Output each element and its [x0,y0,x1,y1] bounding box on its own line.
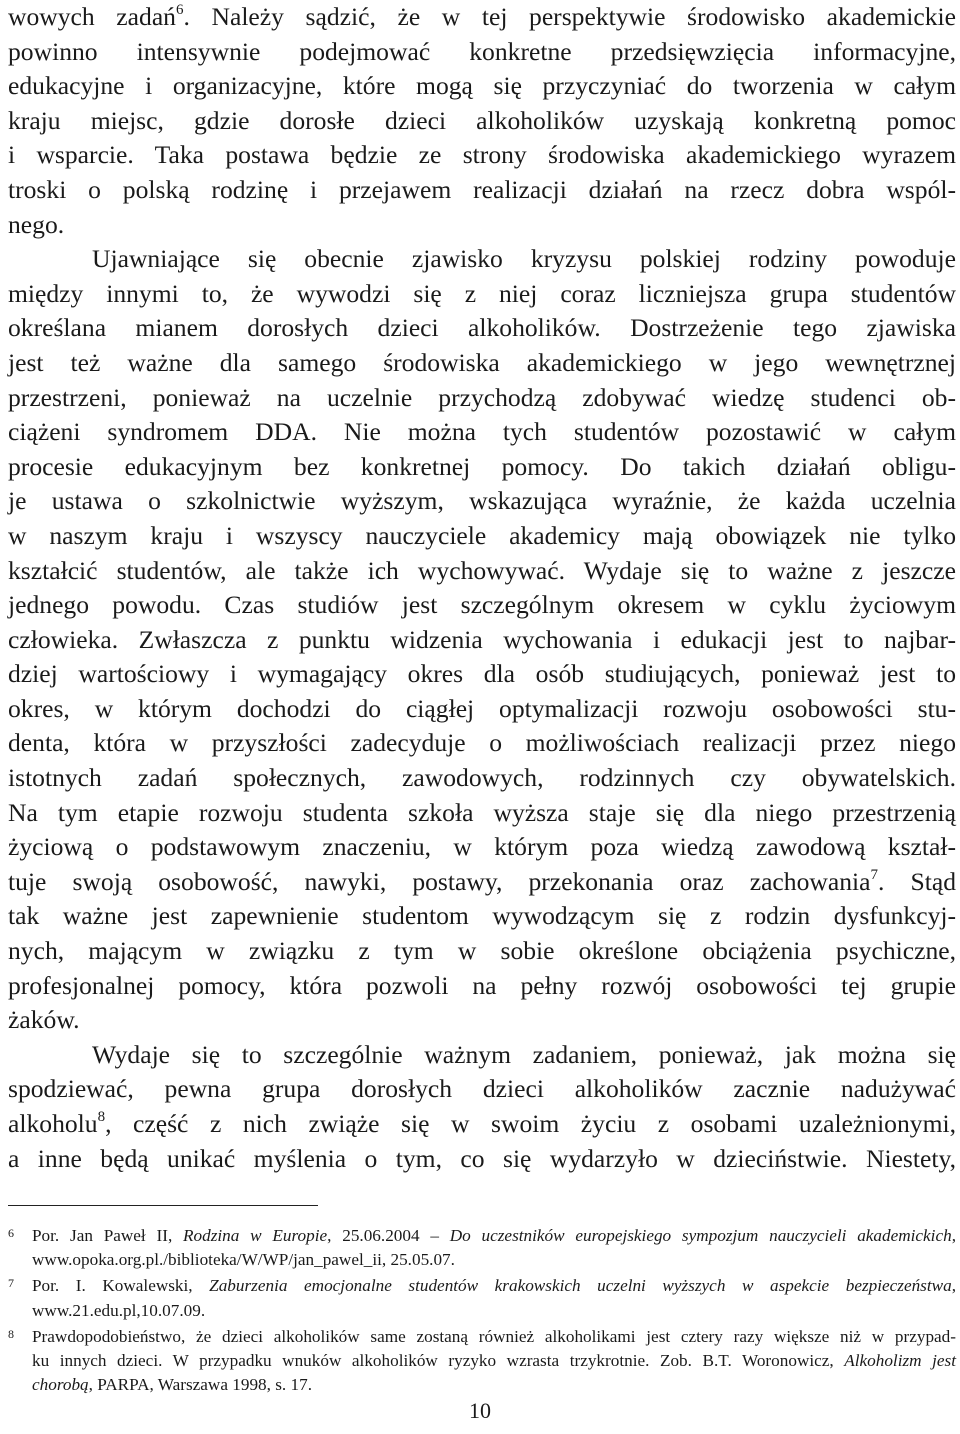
text-line: człowieka. Zwłaszcza z punktu widzenia wychowania i edukacji jest to najbar- [8,624,956,654]
page-number: 10 [469,1398,491,1423]
text-line: jednego powodu. Czas studiów jest szczególnym okresem w cyklu życiowym [8,590,956,620]
text-span: . Stąd [878,866,956,896]
body-text [8,0,956,1176]
italic-title: Zaburzenia emocjonalne studentów krakowskich uczelni wyższych w aspekcie bezpieczeństwa [209,1276,952,1296]
footnote-ref-8[interactable]: 8 [97,1109,106,1125]
footnote-number: 8 [8,1326,14,1341]
text-line: profesjonalnej pomocy, która pozwoli na pełny rozwój osobowości tej grupie [8,970,956,1000]
footnote-divider [8,1205,318,1206]
footnote-ref-6[interactable]: 6 [175,2,184,18]
text-line: Na tym etapie rozwoju studenta szkoła wyższa staje się dla niego przestrzenią [8,797,956,827]
text-line: denta, która w przyszłości zadecyduje o możliwościach realizacji przez niego [8,728,956,758]
text-line: życiową o podstawowym znaczeniu, w którym poza wiedzą zawodową kształ- [8,832,956,862]
text-line: kraju miejsc, gdzie dorosłe dzieci alkoholików uzyskają konkretną pomoc [8,105,956,135]
text-line: je ustawa o szkolnictwie wyższym, wskazująca wyraźnie, że każda uczelnia [8,486,956,516]
text-span: alkoholu [8,1109,98,1138]
text-line [8,865,956,900]
text-line: w naszym kraju i wszyscy nauczyciele akademicy mają obowiązek nie tylko [8,520,956,550]
text-line: określana mianem dorosłych dzieci alkoholików. Dostrzeżenie tego zjawiska [8,313,956,343]
text-span: , PARPA, Warszawa 1998, s. 17. [88,1375,312,1395]
text-span: Por. Jan Paweł II, [32,1226,184,1245]
footnote-7 [8,1274,956,1322]
text-span: wowych zadań [8,2,176,31]
text-line: i wsparcie. Taka postawa będzie ze strony środowiska akademickiego wyrazem [8,140,956,170]
text-line: nych, mającym w związku z tym w sobie określone obciążenia psychiczne, [8,936,956,966]
text-line: troski o polską rodzinę i przejawem realizacji działań na rzecz dobra wspól- [8,174,956,204]
text-line: istotnych zadań społecznych, zawodowych, rodzinnych czy obywatelskich. [8,763,956,793]
text-line: tak ważne jest zapewnienie studentom wywodzącym się z rodzin dysfunkcyj- [8,901,956,931]
text-line: dziej wartościowy i wymagający okres dla osób studiujących, ponieważ jest to [8,659,956,689]
text-span: ku innych dzieci. W przypadku wnuków alkoholików ryzyko wzrasta trzykrotnie. Zob. B.T. Woronowicz, [32,1351,845,1371]
text-line: procesie edukacyjnym bez konkretnej pomocy. Do takich działań obligu- [8,451,956,481]
footnote-line [32,1349,956,1373]
footnote-6 [8,1224,956,1272]
footnote-line [32,1224,956,1248]
text-span: Por. I. Kowalewski, [32,1276,210,1296]
footnote-line [32,1373,956,1397]
text-line: kształcić studentów, ale także ich wychowywać. Wydaje się to ważne z jeszcze [8,555,956,585]
text-line: powinno intensywnie podejmować konkretne przedsięwzięcia informacyjne, [8,36,956,66]
italic-title: chorobą [32,1375,89,1395]
footnote-number: 6 [8,1226,14,1240]
text-line: a inne będą unikać myślenia o tym, co się wydarzyło w dzieciństwie. Niestety, [8,1143,956,1173]
text-line: ciążeni syndromem DDA. Nie można tych studentów pozostawić w całym [8,417,956,447]
footnote-link[interactable]: www.opoka.org.pl./biblioteka/W/WP/jan_pawel_ii, 25.05.07. [32,1250,455,1270]
footnote-number: 7 [8,1276,14,1291]
footnotes [8,1224,956,1399]
italic-title: Rodzina w Europie [183,1226,328,1245]
footnote-line [32,1274,956,1298]
text-line: przestrzeni, ponieważ na uczelnie przychodzą zdobywać wiedzę studenci ob- [8,382,956,412]
italic-title: Do uczestników europejskiego sympozjum nauczycieli akademickich [449,1226,952,1245]
text-line [8,0,956,35]
text-line: nego. [8,209,65,239]
text-line: żaków. [8,1005,80,1035]
text-span: tuje swoją osobowość, nawyki, postawy, przekonania oraz zachowania [8,866,871,896]
footnote-link[interactable]: www.21.edu.pl,10.07.09. [32,1300,206,1320]
text-line: jest też ważne dla samego środowiska akademickiego w jego wewnętrznej [8,347,956,377]
text-span: . Należy sądzić, że w tej perspektywie środowisko akademickie [183,2,956,31]
paragraph-first-line: Ujawniające się obecnie zjawisko kryzysu polskiej rodziny powoduje [92,244,956,274]
text-span: , część z nich zwiąże się w swoim życiu z osobami uzależnionymi, [105,1109,956,1138]
footnote-ref-7[interactable]: 7 [870,866,878,883]
text-span: , 25.06.2004 – [327,1226,450,1245]
text-span: , [951,1276,956,1296]
text-span: , [951,1226,956,1245]
text-line: edukacyjne i organizacyjne, które mogą się przyczyniać do tworzenia w całym [8,71,956,101]
footnote-line: Prawdopodobieństwo, że dzieci alkoholików same zostaną również alkoholikami jest cztery razy większe niż w przypad- [32,1326,956,1346]
text-line: między innymi to, że wywodzi się z niej coraz liczniejsza grupa studentów [8,278,956,308]
italic-title: Alkoholizm jest [844,1351,956,1371]
text-line [8,1107,956,1142]
text-line: spodziewać, pewna grupa dorosłych dzieci alkoholików zacznie nadużywać [8,1074,956,1104]
text-line: okres, w którym dochodzi do ciągłej optymalizacji rozwoju osobowości stu- [8,693,956,723]
footnote-8 [8,1325,956,1398]
paragraph-first-line: Wydaje się to szczególnie ważnym zadaniem, ponieważ, jak można się [92,1039,956,1069]
